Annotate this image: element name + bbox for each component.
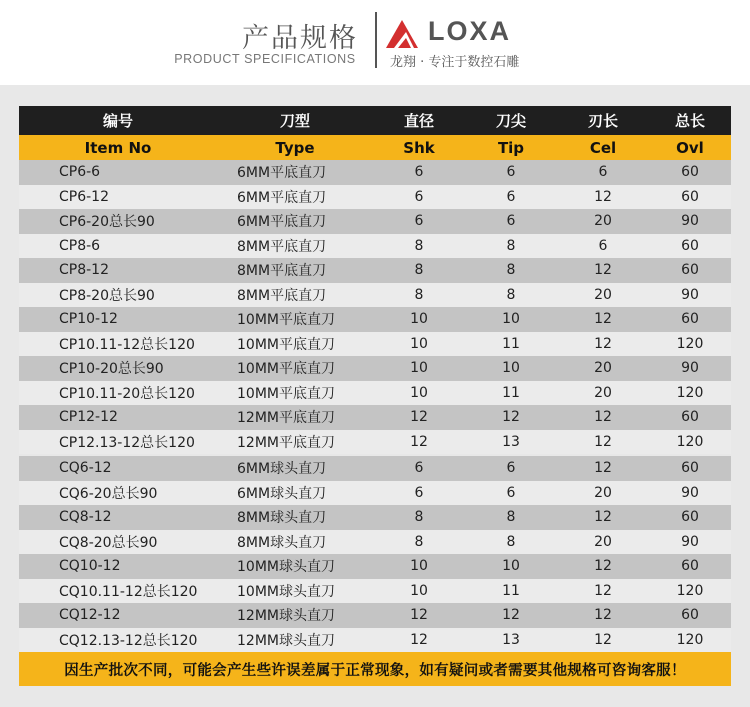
- table-cell: 12: [410, 631, 428, 648]
- col-header-en: Cel: [589, 138, 617, 157]
- table-cell: CP10-20总长90: [59, 361, 164, 378]
- col-header-en: Type: [275, 138, 315, 157]
- table-cell: 12: [594, 335, 612, 352]
- table-cell: 10: [410, 360, 428, 377]
- table-cell: 8: [506, 286, 516, 303]
- table-cell: 60: [681, 558, 699, 575]
- col-header-en: Ovl: [676, 138, 704, 157]
- table-cell: 12: [594, 311, 612, 328]
- table-cell: 12: [594, 409, 612, 426]
- table-cell: CQ10-12: [59, 558, 121, 575]
- table-cell: 8: [414, 262, 424, 279]
- table-cell: 6MM平底直刀: [237, 165, 327, 182]
- table-cell: 12MM球头直刀: [237, 608, 335, 625]
- table-row: [19, 405, 731, 430]
- table-group-flat: [19, 160, 731, 454]
- table-cell: 6: [598, 164, 608, 181]
- loxa-logo-icon: [384, 18, 420, 50]
- table-cell: 90: [681, 213, 699, 230]
- table-cell: 12: [410, 607, 428, 624]
- table-cell: 8: [506, 509, 516, 526]
- table-cell: 60: [681, 311, 699, 328]
- table-row: [19, 430, 731, 455]
- table-cell: 120: [676, 335, 704, 352]
- table-cell: CP8-20总长90: [59, 287, 155, 304]
- table-header-zh: [19, 106, 731, 135]
- table-cell: 12: [594, 188, 612, 205]
- col-header-zh: 刃长: [587, 112, 618, 130]
- table-row: [19, 505, 731, 530]
- table-cell: 60: [681, 262, 699, 279]
- col-header-zh: 编号: [102, 112, 133, 130]
- table-cell: 12: [594, 262, 612, 279]
- table-cell: 8: [506, 262, 516, 279]
- table-cell: 6: [414, 188, 424, 205]
- table-row: [19, 332, 731, 357]
- col-header-zh: 直径: [403, 112, 434, 130]
- table-cell: 60: [681, 164, 699, 181]
- table-cell: 10MM平底直刀: [237, 312, 335, 329]
- table-cell: 10MM球头直刀: [237, 559, 335, 576]
- table-cell: 6: [506, 484, 516, 501]
- table-cell: 90: [681, 484, 699, 501]
- table-cell: 10MM平底直刀: [237, 385, 335, 402]
- table-cell: 10MM球头直刀: [237, 583, 335, 600]
- table-cell: 6: [414, 213, 424, 230]
- table-cell: 12: [410, 433, 428, 450]
- table-cell: 60: [681, 509, 699, 526]
- table-cell: 60: [681, 607, 699, 624]
- table-cell: 6: [506, 188, 516, 205]
- table-cell: 6: [414, 460, 424, 477]
- table-cell: 8: [506, 237, 516, 254]
- table-cell: 12: [594, 509, 612, 526]
- table-cell: 60: [681, 237, 699, 254]
- table-cell: 12MM平底直刀: [237, 434, 335, 451]
- table-cell: 8MM球头直刀: [237, 534, 327, 551]
- table-cell: 8MM平底直刀: [237, 287, 327, 304]
- col-header-en: Tip: [497, 138, 525, 157]
- table-cell: 12: [502, 409, 520, 426]
- table-cell: 12: [594, 558, 612, 575]
- table-row: [19, 160, 731, 185]
- spec-table: [19, 106, 731, 652]
- table-row: [19, 481, 731, 506]
- table-cell: 60: [681, 409, 699, 426]
- table-row: [19, 603, 731, 628]
- table-cell: 20: [594, 213, 612, 230]
- table-cell: 13: [502, 631, 520, 648]
- page-header: [0, 0, 750, 85]
- table-row: [19, 554, 731, 579]
- table-cell: 6: [414, 164, 424, 181]
- table-cell: 60: [681, 460, 699, 477]
- table-cell: 8: [414, 533, 424, 550]
- table-cell: CP12-12: [59, 409, 118, 426]
- col-header-zh: 刀型: [279, 112, 310, 130]
- table-cell: 10: [410, 335, 428, 352]
- table-row: [19, 356, 731, 381]
- table-cell: CP12.13-12总长120: [59, 434, 195, 451]
- table-cell: 10: [502, 360, 520, 377]
- col-header-en: Shk: [403, 138, 435, 157]
- table-cell: 8MM平底直刀: [237, 263, 327, 280]
- table-cell: 90: [681, 360, 699, 377]
- table-cell: 8: [414, 237, 424, 254]
- col-header-zh: 总长: [674, 112, 705, 130]
- table-cell: CP10.11-12总长120: [59, 336, 195, 353]
- table-cell: 11: [502, 384, 520, 401]
- table-cell: CP6-20总长90: [59, 214, 155, 231]
- table-cell: 12: [594, 433, 612, 450]
- brand-name: LOXA: [428, 16, 512, 46]
- table-cell: 12: [410, 409, 428, 426]
- table-cell: 12: [594, 582, 612, 599]
- table-cell: 6MM球头直刀: [237, 485, 327, 502]
- table-cell: 120: [676, 384, 704, 401]
- table-cell: 20: [594, 360, 612, 377]
- table-cell: CP8-12: [59, 262, 109, 279]
- table-cell: 12: [594, 460, 612, 477]
- table-cell: 6: [506, 460, 516, 477]
- table-cell: 12MM平底直刀: [237, 410, 335, 427]
- header-divider: [375, 12, 377, 68]
- table-header-en: [19, 135, 731, 160]
- table-row: [19, 579, 731, 604]
- table-cell: 10: [410, 384, 428, 401]
- table-group-ball: [19, 456, 731, 652]
- table-cell: 12MM球头直刀: [237, 632, 335, 649]
- table-row: [19, 234, 731, 259]
- table-cell: 10MM平底直刀: [237, 361, 335, 378]
- table-cell: CP10.11-20总长120: [59, 385, 195, 402]
- col-header-en: Item No: [84, 138, 152, 157]
- table-row: [19, 185, 731, 210]
- table-cell: 12: [502, 607, 520, 624]
- table-cell: 6MM球头直刀: [237, 461, 327, 478]
- table-cell: 10: [410, 582, 428, 599]
- table-cell: 90: [681, 286, 699, 303]
- table-cell: 60: [681, 188, 699, 205]
- table-row: [19, 283, 731, 308]
- table-cell: 8: [414, 509, 424, 526]
- table-cell: 12: [594, 607, 612, 624]
- table-cell: 20: [594, 533, 612, 550]
- table-cell: 6: [414, 484, 424, 501]
- col-header-zh: 刀尖: [495, 112, 526, 130]
- table-cell: CQ8-20总长90: [59, 534, 158, 551]
- table-cell: 10: [410, 558, 428, 575]
- table-cell: CQ12-12: [59, 607, 121, 624]
- table-cell: CP6-12: [59, 188, 109, 205]
- table-row: [19, 456, 731, 481]
- brand-slogan: 龙翔 · 专注于数控石雕: [390, 55, 520, 70]
- table-cell: CQ12.13-12总长120: [59, 632, 198, 649]
- table-cell: 10: [502, 311, 520, 328]
- table-cell: 6: [506, 164, 516, 181]
- table-cell: 8: [506, 533, 516, 550]
- table-row: [19, 258, 731, 283]
- footer-note: 因生产批次不同，可能会产生些许误差属于正常现象，如有疑问或者需要其他规格可咨询客服！: [19, 652, 731, 686]
- table-cell: 10: [502, 558, 520, 575]
- page-subtitle: PRODUCT SPECIFICATIONS: [174, 52, 356, 66]
- table-cell: 120: [676, 433, 704, 450]
- table-cell: CQ6-20总长90: [59, 485, 158, 502]
- table-cell: 8MM球头直刀: [237, 510, 327, 527]
- table-row: [19, 307, 731, 332]
- table-cell: 13: [502, 433, 520, 450]
- table-cell: 20: [594, 384, 612, 401]
- table-cell: 12: [594, 631, 612, 648]
- table-cell: 8: [414, 286, 424, 303]
- table-cell: 120: [676, 582, 704, 599]
- table-cell: 11: [502, 582, 520, 599]
- table-cell: 11: [502, 335, 520, 352]
- table-cell: 120: [676, 631, 704, 648]
- table-row: [19, 381, 731, 406]
- table-row: [19, 209, 731, 234]
- table-cell: 20: [594, 484, 612, 501]
- table-cell: CQ10.11-12总长120: [59, 583, 198, 600]
- table-cell: 6: [506, 213, 516, 230]
- table-row: [19, 530, 731, 555]
- table-cell: 20: [594, 286, 612, 303]
- table-cell: 6MM平底直刀: [237, 214, 327, 231]
- page-title: 产品规格: [242, 23, 358, 54]
- table-cell: CP8-6: [59, 237, 101, 254]
- table-cell: 6: [598, 237, 608, 254]
- table-cell: 10: [410, 311, 428, 328]
- table-cell: 10MM平底直刀: [237, 336, 335, 353]
- table-cell: 90: [681, 533, 699, 550]
- table-row: [19, 628, 731, 653]
- table-cell: CP10-12: [59, 311, 118, 328]
- table-cell: CQ8-12: [59, 509, 112, 526]
- table-cell: CQ6-12: [59, 460, 112, 477]
- table-cell: CP6-6: [59, 164, 101, 181]
- table-cell: 8MM平底直刀: [237, 238, 327, 255]
- table-cell: 6MM平底直刀: [237, 189, 327, 206]
